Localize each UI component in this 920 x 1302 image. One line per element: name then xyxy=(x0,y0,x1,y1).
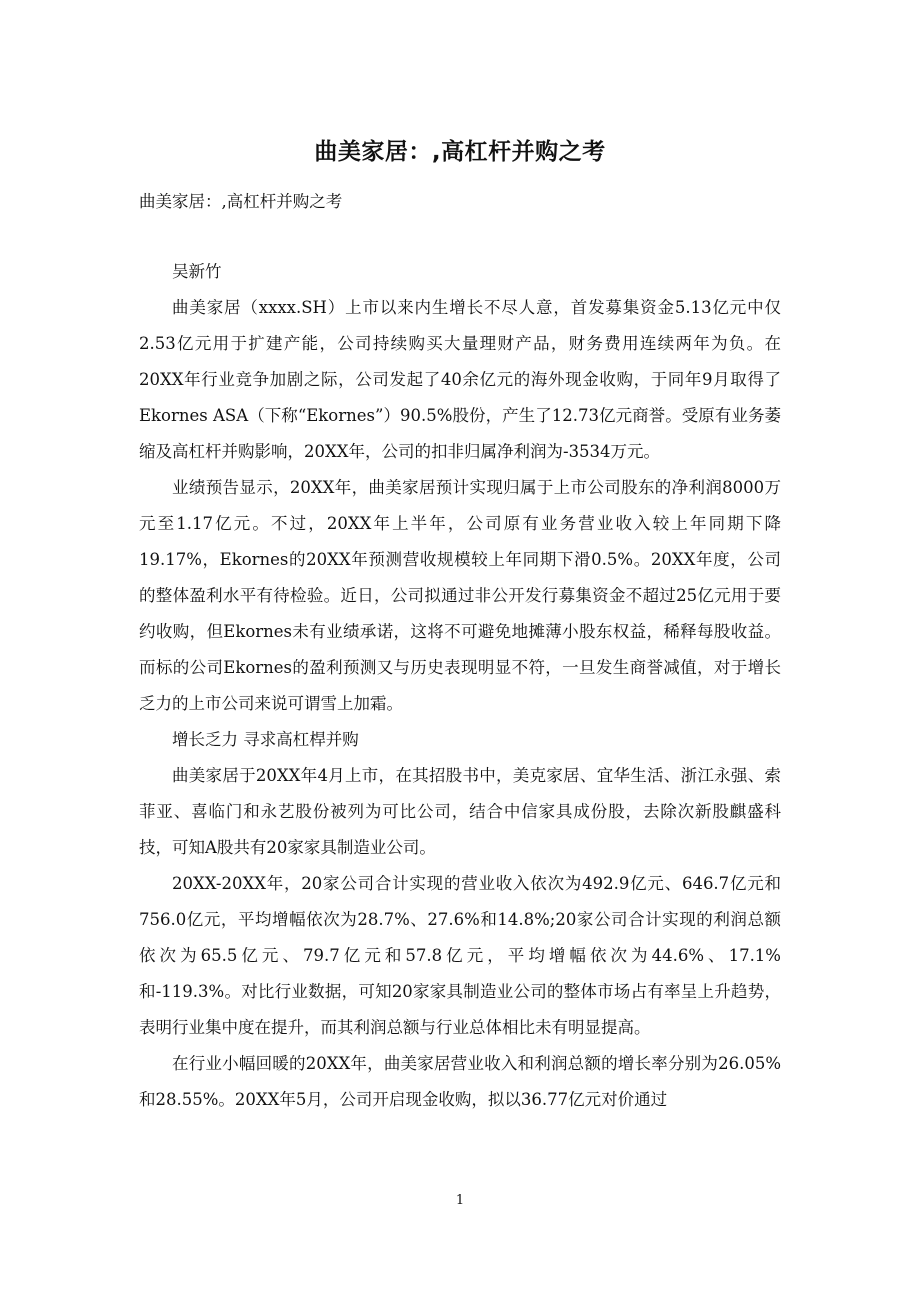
paragraph: 在行业小幅回暖的20XX年，曲美家居营业收入和利润总额的增长率分别为26.05%和28.55%。20XX年5月，公司开启现金收购，拟以36.77亿元对价通过 xyxy=(139,1054,781,1109)
paragraph: 业绩预告显示，20XX年，曲美家居预计实现归属于上市公司股东的净利润8000万元至1.17亿元。不过，20XX年上半年，公司原有业务营业收入较上年同期下降19.17%，Ekornes的20XX年预测营收规模较上年同期下滑0.5%。20XX年度，公司的整体盈利水平有待检验。近日，公司拟通过非公开发行募集资金不超过25亿元用于要约收购，但Ekornes未有业绩承诺，这将不可避免地摊薄小股东权益，稀释每股收益。而标的公司Ekornes的盈利预测又与历史表现明显不符，一旦发生商誉减值，对于增长乏力的上市公司来说可谓雪上加霜。 xyxy=(139,478,781,713)
paragraph: 20XX-20XX年，20家公司合计实现的营业收入依次为492.9亿元、646.7亿元和756.0亿元，平均增幅依次为28.7%、27.6%和14.8%;20家公司合计实现的利润总额依次为65.5亿元、79.7亿元和57.8亿元，平均增幅依次为44.6%、17.1%和-119.3%。对比行业数据，可知20家家具制造业公司的整体市场占有率呈上升趋势，表明行业集中度在提升，而其利润总额与行业总体相比未有明显提高。 xyxy=(139,874,781,1037)
blank-line xyxy=(139,220,781,254)
document-body xyxy=(139,184,781,1118)
section-heading: 增长乏力 寻求高杠桿并购 xyxy=(172,730,359,749)
paragraph: 曲美家居于20XX年4月上市，在其招股书中，美克家居、宜华生活、浙江永强、索菲亚、喜临门和永艺股份被列为可比公司，结合中信家具成份股，去除次新股麒盛科技，可知A股共有20家家具制造业公司。 xyxy=(139,766,781,857)
paragraph: 曲美家居（xxxx.SH）上市以来内生增长不尽人意，首发募集资金5.13亿元中仅2.53亿元用于扩建产能，公司持续购买大量理财产品，财务费用连续两年为负。在20XX年行业竞争加剧之际，公司发起了40余亿元的海外现金收购，于同年9月取得了Ekornes ASA（下称“Ekornes”）90.5%股份，产生了12.73亿元商誉。受原有业务萎缩及高杠杆并购影响，20XX年，公司的扣非归属净利润为-3534万元。 xyxy=(139,298,781,461)
document-subtitle: 曲美家居：,高杠杆并购之考 xyxy=(139,192,343,211)
page-number: 1 xyxy=(455,1193,465,1208)
author-line: 吴新竹 xyxy=(172,262,222,281)
document-title: 曲美家居：,高杠杆并购之考 xyxy=(314,139,606,165)
